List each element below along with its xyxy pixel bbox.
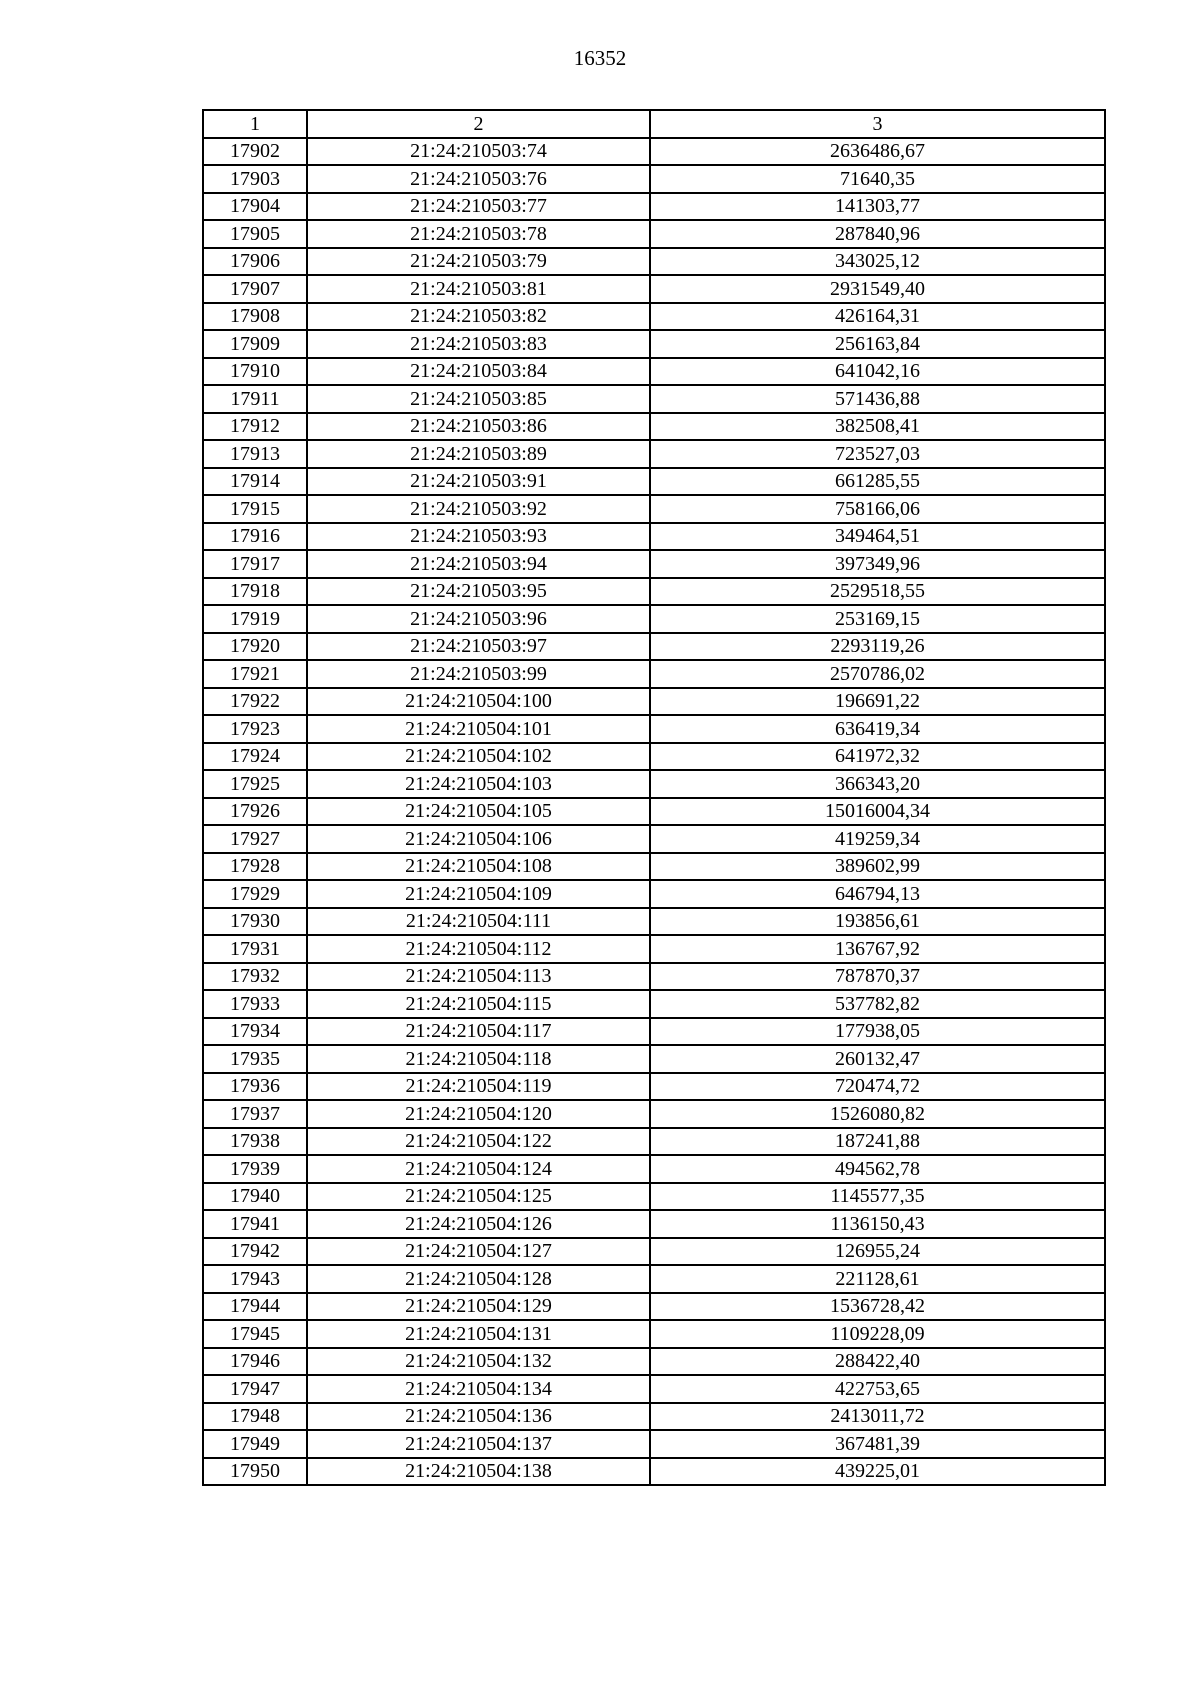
cadastral-number-cell: 21:24:210503:81	[307, 275, 650, 303]
cadastral-value-cell: 2636486,67	[650, 138, 1105, 166]
cadastral-number-cell: 21:24:210503:78	[307, 220, 650, 248]
cadastral-value-cell: 256163,84	[650, 330, 1105, 358]
cadastral-value-cell: 71640,35	[650, 165, 1105, 193]
cadastral-number-cell: 21:24:210503:95	[307, 578, 650, 606]
row-number-cell: 17902	[203, 138, 307, 166]
row-number-cell: 17914	[203, 468, 307, 496]
header-row	[203, 110, 1105, 138]
cadastral-number-cell: 21:24:210504:105	[307, 798, 650, 826]
table-row	[203, 990, 1105, 1018]
cadastral-value-cell: 787870,37	[650, 963, 1105, 991]
cadastral-number-cell: 21:24:210503:96	[307, 605, 650, 633]
row-number-cell: 17907	[203, 275, 307, 303]
cadastral-number-cell: 21:24:210504:127	[307, 1238, 650, 1266]
page-number: 16352	[573, 46, 627, 70]
table-row	[203, 1458, 1105, 1486]
cadastral-number-cell: 21:24:210503:83	[307, 330, 650, 358]
row-number-cell: 17925	[203, 770, 307, 798]
table-row	[203, 853, 1105, 881]
row-number-cell: 17934	[203, 1018, 307, 1046]
cadastral-value-cell: 758166,06	[650, 495, 1105, 523]
cadastral-value-table	[202, 109, 1106, 1486]
table-row	[203, 1100, 1105, 1128]
table-row	[203, 1238, 1105, 1266]
row-number-cell: 17928	[203, 853, 307, 881]
cadastral-number-cell: 21:24:210503:74	[307, 138, 650, 166]
cadastral-value-cell: 422753,65	[650, 1375, 1105, 1403]
cadastral-value-cell: 1145577,35	[650, 1183, 1105, 1211]
cadastral-value-cell: 1109228,09	[650, 1320, 1105, 1348]
cadastral-number-cell: 21:24:210504:115	[307, 990, 650, 1018]
cadastral-value-cell: 641972,32	[650, 743, 1105, 771]
table-row	[203, 275, 1105, 303]
cadastral-value-cell: 537782,82	[650, 990, 1105, 1018]
cadastral-number-cell: 21:24:210504:108	[307, 853, 650, 881]
table-row	[203, 413, 1105, 441]
cadastral-number-cell: 21:24:210503:99	[307, 660, 650, 688]
cadastral-number-cell: 21:24:210504:102	[307, 743, 650, 771]
cadastral-value-cell: 287840,96	[650, 220, 1105, 248]
cadastral-value-cell: 196691,22	[650, 688, 1105, 716]
row-number-cell: 17923	[203, 715, 307, 743]
cadastral-value-cell: 636419,34	[650, 715, 1105, 743]
cadastral-number-cell: 21:24:210504:132	[307, 1348, 650, 1376]
table-row	[203, 523, 1105, 551]
row-number-cell: 17943	[203, 1265, 307, 1293]
cadastral-number-cell: 21:24:210504:138	[307, 1458, 650, 1486]
cadastral-number-cell: 21:24:210504:117	[307, 1018, 650, 1046]
row-number-cell: 17932	[203, 963, 307, 991]
cadastral-number-cell: 21:24:210504:112	[307, 935, 650, 963]
table-row	[203, 1183, 1105, 1211]
cadastral-number-cell: 21:24:210503:92	[307, 495, 650, 523]
table-row	[203, 1375, 1105, 1403]
row-number-cell: 17940	[203, 1183, 307, 1211]
table-row	[203, 1265, 1105, 1293]
cadastral-number-cell: 21:24:210504:106	[307, 825, 650, 853]
cadastral-number-cell: 21:24:210503:86	[307, 413, 650, 441]
cadastral-number-cell: 21:24:210503:79	[307, 248, 650, 276]
cadastral-number-cell: 21:24:210504:118	[307, 1045, 650, 1073]
cadastral-number-cell: 21:24:210503:93	[307, 523, 650, 551]
table-header	[203, 110, 1105, 138]
cadastral-number-cell: 21:24:210504:137	[307, 1430, 650, 1458]
cadastral-number-cell: 21:24:210503:84	[307, 358, 650, 386]
row-number-cell: 17909	[203, 330, 307, 358]
table-row	[203, 1045, 1105, 1073]
cadastral-number-cell: 21:24:210504:124	[307, 1155, 650, 1183]
cadastral-number-cell: 21:24:210504:103	[307, 770, 650, 798]
table-row	[203, 1018, 1105, 1046]
table-row	[203, 1155, 1105, 1183]
table-row	[203, 770, 1105, 798]
table-row	[203, 1128, 1105, 1156]
cadastral-value-cell: 15016004,34	[650, 798, 1105, 826]
cadastral-value-cell: 141303,77	[650, 193, 1105, 221]
table-row	[203, 715, 1105, 743]
cadastral-number-cell: 21:24:210503:85	[307, 385, 650, 413]
row-number-cell: 17912	[203, 413, 307, 441]
row-number-cell: 17937	[203, 1100, 307, 1128]
row-number-cell: 17948	[203, 1403, 307, 1431]
cadastral-value-cell: 2293119,26	[650, 633, 1105, 661]
table-row	[203, 1320, 1105, 1348]
cadastral-value-cell: 177938,05	[650, 1018, 1105, 1046]
row-number-cell: 17903	[203, 165, 307, 193]
table-row	[203, 1403, 1105, 1431]
cadastral-value-cell: 439225,01	[650, 1458, 1105, 1486]
row-number-cell: 17911	[203, 385, 307, 413]
cadastral-value-cell: 288422,40	[650, 1348, 1105, 1376]
header-cell-1: 1	[203, 110, 307, 138]
header-cell-3: 3	[650, 110, 1105, 138]
row-number-cell: 17918	[203, 578, 307, 606]
cadastral-value-cell: 2529518,55	[650, 578, 1105, 606]
cadastral-value-cell: 187241,88	[650, 1128, 1105, 1156]
cadastral-number-cell: 21:24:210504:113	[307, 963, 650, 991]
cadastral-number-cell: 21:24:210504:128	[307, 1265, 650, 1293]
row-number-cell: 17944	[203, 1293, 307, 1321]
row-number-cell: 17922	[203, 688, 307, 716]
table-row	[203, 798, 1105, 826]
row-number-cell: 17919	[203, 605, 307, 633]
row-number-cell: 17906	[203, 248, 307, 276]
cadastral-value-cell: 366343,20	[650, 770, 1105, 798]
row-number-cell: 17947	[203, 1375, 307, 1403]
cadastral-value-cell: 193856,61	[650, 908, 1105, 936]
row-number-cell: 17926	[203, 798, 307, 826]
table-row	[203, 385, 1105, 413]
cadastral-value-cell: 1526080,82	[650, 1100, 1105, 1128]
row-number-cell: 17905	[203, 220, 307, 248]
cadastral-value-cell: 343025,12	[650, 248, 1105, 276]
row-number-cell: 17913	[203, 440, 307, 468]
row-number-cell: 17939	[203, 1155, 307, 1183]
row-number-cell: 17910	[203, 358, 307, 386]
cadastral-number-cell: 21:24:210503:77	[307, 193, 650, 221]
table-row	[203, 1348, 1105, 1376]
row-number-cell: 17929	[203, 880, 307, 908]
cadastral-number-cell: 21:24:210504:119	[307, 1073, 650, 1101]
table-row	[203, 1430, 1105, 1458]
table-row	[203, 963, 1105, 991]
table-row	[203, 358, 1105, 386]
table-row	[203, 688, 1105, 716]
row-number-cell: 17916	[203, 523, 307, 551]
row-number-cell: 17941	[203, 1210, 307, 1238]
table-row	[203, 605, 1105, 633]
row-number-cell: 17904	[203, 193, 307, 221]
table-row	[203, 1073, 1105, 1101]
cadastral-value-cell: 641042,16	[650, 358, 1105, 386]
cadastral-value-cell: 253169,15	[650, 605, 1105, 633]
cadastral-number-cell: 21:24:210503:82	[307, 303, 650, 331]
row-number-cell: 17924	[203, 743, 307, 771]
cadastral-value-cell: 2931549,40	[650, 275, 1105, 303]
cadastral-number-cell: 21:24:210504:136	[307, 1403, 650, 1431]
cadastral-value-cell: 2413011,72	[650, 1403, 1105, 1431]
table-row	[203, 165, 1105, 193]
row-number-cell: 17950	[203, 1458, 307, 1486]
table-row	[203, 138, 1105, 166]
cadastral-number-cell: 21:24:210504:100	[307, 688, 650, 716]
cadastral-number-cell: 21:24:210504:122	[307, 1128, 650, 1156]
row-number-cell: 17927	[203, 825, 307, 853]
cadastral-value-cell: 571436,88	[650, 385, 1105, 413]
row-number-cell: 17917	[203, 550, 307, 578]
cadastral-number-cell: 21:24:210504:129	[307, 1293, 650, 1321]
cadastral-value-cell: 723527,03	[650, 440, 1105, 468]
cadastral-value-cell: 1536728,42	[650, 1293, 1105, 1321]
cadastral-value-cell: 126955,24	[650, 1238, 1105, 1266]
cadastral-number-cell: 21:24:210503:91	[307, 468, 650, 496]
row-number-cell: 17930	[203, 908, 307, 936]
cadastral-value-cell: 494562,78	[650, 1155, 1105, 1183]
table-row	[203, 193, 1105, 221]
row-number-cell: 17949	[203, 1430, 307, 1458]
table-body	[203, 138, 1105, 1486]
cadastral-number-cell: 21:24:210504:131	[307, 1320, 650, 1348]
cadastral-number-cell: 21:24:210504:109	[307, 880, 650, 908]
row-number-cell: 17936	[203, 1073, 307, 1101]
table-row	[203, 935, 1105, 963]
row-number-cell: 17915	[203, 495, 307, 523]
cadastral-value-cell: 367481,39	[650, 1430, 1105, 1458]
row-number-cell: 17942	[203, 1238, 307, 1266]
header-cell-2: 2	[307, 110, 650, 138]
cadastral-number-cell: 21:24:210504:101	[307, 715, 650, 743]
cadastral-value-cell: 260132,47	[650, 1045, 1105, 1073]
cadastral-value-cell: 397349,96	[650, 550, 1105, 578]
row-number-cell: 17908	[203, 303, 307, 331]
cadastral-value-cell: 661285,55	[650, 468, 1105, 496]
table-row	[203, 743, 1105, 771]
cadastral-number-cell: 21:24:210504:125	[307, 1183, 650, 1211]
cadastral-value-cell: 349464,51	[650, 523, 1105, 551]
row-number-cell: 17920	[203, 633, 307, 661]
table-row	[203, 660, 1105, 688]
row-number-cell: 17946	[203, 1348, 307, 1376]
cadastral-number-cell: 21:24:210503:94	[307, 550, 650, 578]
cadastral-number-cell: 21:24:210503:76	[307, 165, 650, 193]
cadastral-value-cell: 646794,13	[650, 880, 1105, 908]
cadastral-value-cell: 221128,61	[650, 1265, 1105, 1293]
cadastral-value-cell: 419259,34	[650, 825, 1105, 853]
table-row	[203, 825, 1105, 853]
row-number-cell: 17938	[203, 1128, 307, 1156]
table-row	[203, 495, 1105, 523]
cadastral-value-cell: 720474,72	[650, 1073, 1105, 1101]
table-row	[203, 550, 1105, 578]
cadastral-value-cell: 426164,31	[650, 303, 1105, 331]
row-number-cell: 17935	[203, 1045, 307, 1073]
cadastral-number-cell: 21:24:210504:134	[307, 1375, 650, 1403]
table-row	[203, 908, 1105, 936]
row-number-cell: 17933	[203, 990, 307, 1018]
table-row	[203, 440, 1105, 468]
table-row	[203, 220, 1105, 248]
table-row	[203, 1293, 1105, 1321]
table-row	[203, 303, 1105, 331]
table-row	[203, 468, 1105, 496]
cadastral-value-cell: 389602,99	[650, 853, 1105, 881]
cadastral-number-cell: 21:24:210503:89	[307, 440, 650, 468]
row-number-cell: 17921	[203, 660, 307, 688]
cadastral-number-cell: 21:24:210504:120	[307, 1100, 650, 1128]
cadastral-value-cell: 2570786,02	[650, 660, 1105, 688]
cadastral-number-cell: 21:24:210504:111	[307, 908, 650, 936]
table-row	[203, 330, 1105, 358]
cadastral-value-cell: 136767,92	[650, 935, 1105, 963]
table-row	[203, 633, 1105, 661]
table-row	[203, 880, 1105, 908]
row-number-cell: 17931	[203, 935, 307, 963]
table-row	[203, 248, 1105, 276]
cadastral-number-cell: 21:24:210504:126	[307, 1210, 650, 1238]
cadastral-value-cell: 382508,41	[650, 413, 1105, 441]
cadastral-value-cell: 1136150,43	[650, 1210, 1105, 1238]
table-row	[203, 578, 1105, 606]
table-row	[203, 1210, 1105, 1238]
cadastral-number-cell: 21:24:210503:97	[307, 633, 650, 661]
row-number-cell: 17945	[203, 1320, 307, 1348]
